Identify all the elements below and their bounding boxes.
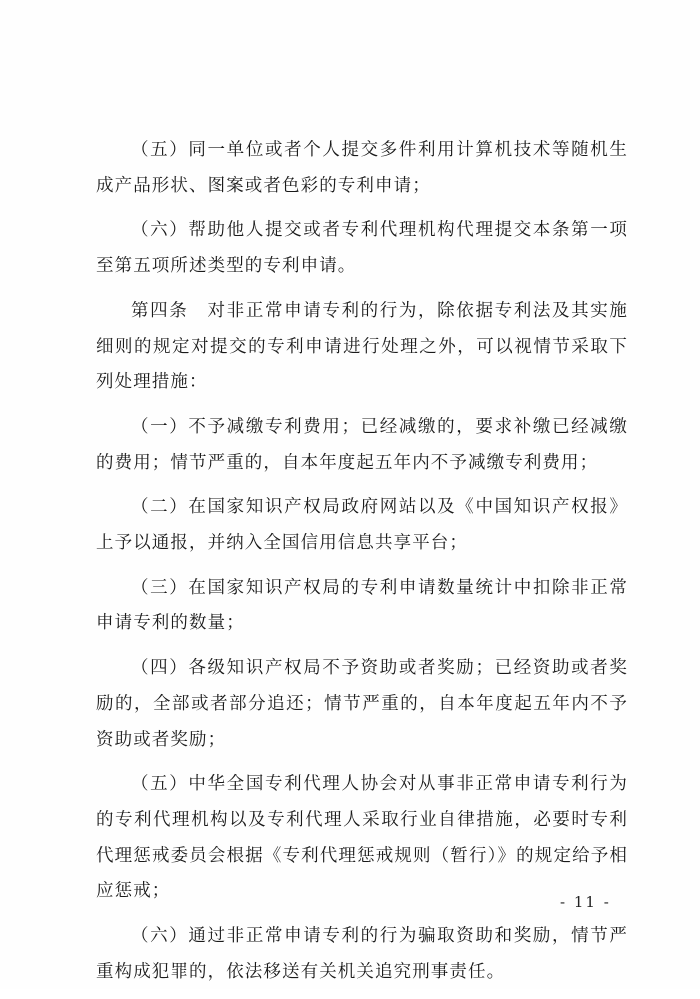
- paragraph-item-6-assisting-others: （六）帮助他人提交或者专利代理机构代理提交本条第一项至第五项所述类型的专利申请。: [96, 220, 628, 277]
- document-body: [96, 133, 628, 999]
- page-number: - 11 -: [560, 893, 611, 911]
- paragraph-article-4: 第四条 对非正常申请专利的行为，除依据专利法及其实施细则的规定对提交的专利申请进行处理之外，可以视情节采取下列处理措施：: [96, 300, 628, 393]
- paragraph-measure-6-criminal: （六）通过非正常申请专利的行为骗取资助和奖励，情节严重构成犯罪的，依法移送有关机关追究刑事责任。: [96, 926, 628, 982]
- paragraph-item-5-computer-generated: （五）同一单位或者个人提交多件利用计算机技术等随机生成产品形状、图案或者色彩的专利申请；: [96, 140, 628, 196]
- paragraph-measure-3-statistics: （三）在国家知识产权局的专利申请数量统计中扣除非正常申请专利的数量；: [96, 577, 628, 634]
- paragraph-measure-5-agent-discipline: （五）中华全国专利代理人协会对从事非正常申请专利行为的专利代理机构以及专利代理人采取行业自律措施，必要时专利代理惩戒委员会根据《专利代理惩戒规则（暂行）》的规定给予相应惩戒；: [96, 774, 628, 902]
- paragraph-measure-4-funding: （四）各级知识产权局不予资助或者奖励；已经资助或者奖励的，全部或者部分追还；情节严重的，自本年度起五年内不予资助或者奖励；: [96, 658, 628, 750]
- paragraph-measure-2-public-notice: （二）在国家知识产权局政府网站以及《中国知识产权报》上予以通报，并纳入全国信用信息共享平台；: [96, 497, 628, 554]
- paragraph-measure-1-fee-reduction: （一）不予减缴专利费用；已经减缴的，要求补缴已经减缴的费用；情节严重的，自本年度起五年内不予减缴专利费用；: [96, 416, 628, 473]
